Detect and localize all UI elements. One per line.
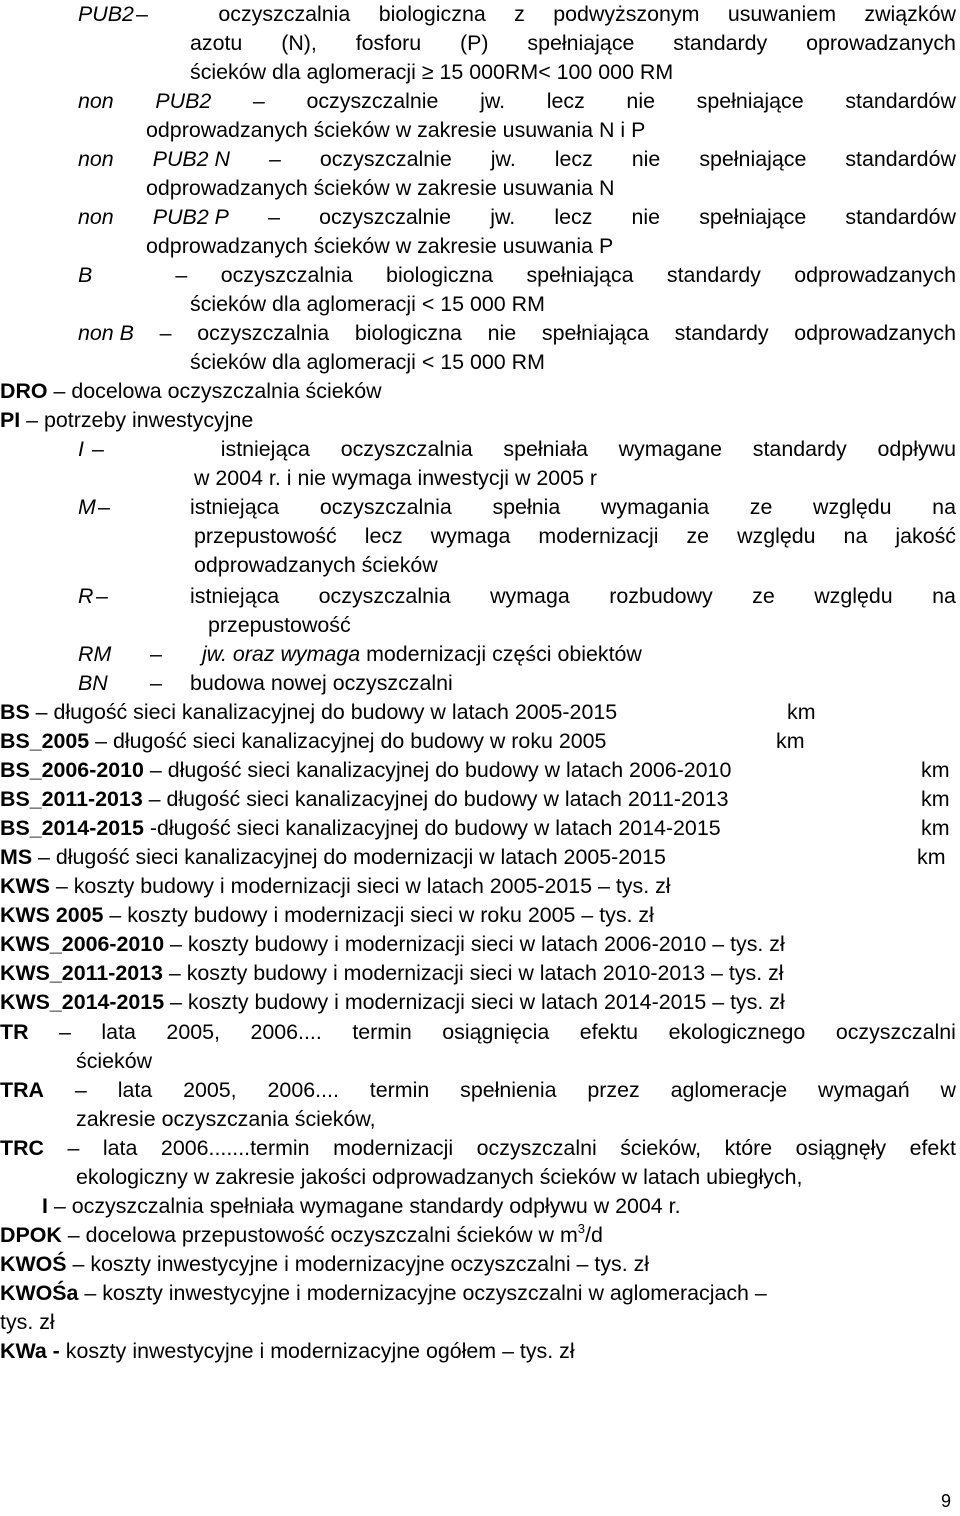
word: efekt <box>909 1136 956 1160</box>
word: oczyszczalnia <box>197 321 330 345</box>
word: PUB2 <box>155 89 212 113</box>
word: standardów <box>845 205 956 229</box>
def-kwa <box>0 1337 960 1366</box>
word: standardów <box>845 89 956 113</box>
def-m-line-3: odprowadzanych ścieków <box>194 553 438 577</box>
definition: – koszty inwestycyjne i modernizacyjne oczyszczalni w aglomeracjach – <box>78 1281 767 1305</box>
def-tr-line-2: ścieków <box>76 1049 153 1073</box>
unit: km <box>921 816 950 840</box>
term-dpok: DPOK <box>0 1223 62 1247</box>
term-r: R <box>78 584 94 608</box>
word: nie <box>626 89 655 113</box>
word: efektu <box>579 1020 639 1044</box>
word: fosforu <box>355 31 422 55</box>
dash: – <box>268 147 281 171</box>
def-kws-2005 <box>0 901 960 930</box>
definition: – długość sieci kanalizacyjnej do budowy w latach 2006-2010 <box>143 758 732 782</box>
word: standardy <box>666 263 761 287</box>
word: oczyszczalnia <box>220 263 353 287</box>
word: standardów <box>845 147 956 171</box>
definition: – koszty budowy i modernizacji sieci w latach 2010-2013 – tys. zł <box>162 961 784 985</box>
dash: – <box>98 495 110 519</box>
word: w <box>940 1078 956 1102</box>
word: spełniające <box>527 31 635 55</box>
word: oczyszczalni <box>476 1136 597 1160</box>
word: biologiczna <box>354 321 462 345</box>
def-kws-2014-2015 <box>0 988 960 1017</box>
word: termin <box>369 1078 430 1102</box>
word: lata <box>101 1020 136 1044</box>
definition: – długość sieci kanalizacyjnej do modernizacji w latach 2005-2015 <box>32 845 666 869</box>
word: jw. <box>480 89 506 113</box>
def-kws-2011-2013 <box>0 959 960 988</box>
def-bs-2006-2010 <box>0 756 960 785</box>
word: standardy <box>673 31 768 55</box>
word: spełnienia <box>460 1078 557 1102</box>
unit: km <box>776 729 805 753</box>
definition: – długość sieci kanalizacyjnej do budowy w latach 2005-2015 <box>29 700 618 724</box>
def-b-line-2: ścieków dla aglomeracji < 15 000 RM <box>190 292 545 316</box>
dash: – <box>175 263 188 287</box>
word: odprowadzanych <box>794 263 956 287</box>
word: przez <box>587 1078 640 1102</box>
def-non-pub2-line-2: odprowadzanych ścieków w zakresie usuwania N i P <box>146 118 646 142</box>
unit: km <box>917 845 946 869</box>
word: lata <box>117 1078 153 1102</box>
word: standardy <box>752 437 847 461</box>
def-bs-2014-2015 <box>0 814 960 843</box>
term-kws-2005: KWS 2005 <box>0 903 104 927</box>
dash: – <box>159 321 172 345</box>
unit: km <box>921 787 950 811</box>
term-bs-2005: BS_2005 <box>0 729 90 753</box>
def-rm <box>78 640 960 669</box>
word: nie <box>487 321 517 345</box>
term-kws-2006-2010: KWS_2006-2010 <box>0 932 165 956</box>
term-kws: KWS <box>0 874 50 898</box>
def-kwosa-line-2: tys. zł <box>0 1310 55 1334</box>
word: względu <box>813 495 892 519</box>
italic-part: jw. oraz wymaga <box>202 642 361 666</box>
term-bn: BN <box>78 671 108 695</box>
word: non <box>78 147 114 171</box>
word: spełniające <box>699 147 807 171</box>
word: 2006.......termin <box>160 1136 310 1160</box>
word: spełnia <box>492 495 561 519</box>
word: aglomeracje <box>670 1078 788 1102</box>
def-kws <box>0 872 960 901</box>
word: termin <box>352 1020 412 1044</box>
term-dro: DRO <box>0 379 48 403</box>
term-kwosa: KWOŚa <box>0 1281 79 1305</box>
word: ekologicznego <box>668 1020 806 1044</box>
word: PUB2 N <box>152 147 230 171</box>
word: spełniająca <box>541 321 649 345</box>
dash: – <box>268 205 280 229</box>
def-pub2-line-2 <box>190 29 956 58</box>
word: biologiczna <box>386 263 494 287</box>
word: spełniające <box>696 89 804 113</box>
definition: – długość sieci kanalizacyjnej do budowy w roku 2005 <box>89 729 607 753</box>
def-kwos <box>0 1250 960 1279</box>
def-bs <box>0 698 960 727</box>
dash: – <box>150 642 162 666</box>
def-trc-line-1 <box>0 1134 956 1163</box>
word: wymaga <box>430 524 511 548</box>
term-kwos: KWOŚ <box>0 1252 67 1276</box>
word: oczyszczalnie <box>306 89 439 113</box>
word: wymagane <box>618 437 723 461</box>
def-bs-2011-2013 <box>0 785 960 814</box>
def-kwosa-line-1 <box>0 1279 960 1308</box>
word: oprowadzanych <box>806 31 956 55</box>
word: 2005, <box>166 1020 220 1044</box>
definition: budowa nowej oczyszczalni <box>190 671 453 695</box>
word: lecz <box>364 524 403 548</box>
word: biologiczna <box>378 2 486 26</box>
dash: – <box>136 2 148 26</box>
definition-unit: /d <box>585 1223 603 1247</box>
word: oczyszczalnie <box>319 205 452 229</box>
word: względu <box>737 524 816 548</box>
definition: – długość sieci kanalizacyjnej do budowy w latach 2011-2013 <box>142 787 729 811</box>
word: które <box>724 1136 773 1160</box>
word: oczyszczalnie <box>319 147 452 171</box>
def-m-line-1 <box>190 493 956 522</box>
def-pub2-line-3: ścieków dla aglomeracji ≥ 15 000RM< 100 000 RM <box>190 60 674 84</box>
def-pub2-line-1 <box>78 0 956 29</box>
word: odprowadzanych <box>794 321 956 345</box>
word: jw. <box>490 147 516 171</box>
unit: km <box>787 700 816 724</box>
definition: – koszty budowy i modernizacji sieci w latach 2014-2015 – tys. zł <box>164 990 785 1014</box>
term-ms: MS <box>0 845 33 869</box>
term-b: B <box>78 263 93 287</box>
word: na <box>843 524 868 548</box>
definition: -długość sieci kanalizacyjnej do budowy w latach 2014-2015 <box>143 816 721 840</box>
word: osiągnięcia <box>442 1020 550 1044</box>
def-non-pub2p-line-1 <box>78 203 956 232</box>
term-tra: TRA <box>0 1078 44 1102</box>
word: lecz <box>554 147 593 171</box>
term-non-b: non B <box>78 321 134 345</box>
def-pi <box>0 406 960 435</box>
definition: – koszty budowy i modernizacji sieci w roku 2005 – tys. zł <box>103 903 654 927</box>
term-bs-2006-2010: BS_2006-2010 <box>0 758 144 782</box>
word: lecz <box>554 205 593 229</box>
definition: – docelowa oczyszczalnia ścieków <box>47 379 382 403</box>
dash: – <box>59 1020 71 1044</box>
word: azotu <box>190 31 243 55</box>
word: jakość <box>895 524 956 548</box>
word: wymagania <box>600 495 710 519</box>
term-m: M <box>78 495 96 519</box>
word: modernizacji <box>333 1136 454 1160</box>
def-bs-2005 <box>0 727 960 756</box>
word: względu <box>814 584 893 608</box>
definition: – potrzeby inwestycyjne <box>20 408 254 432</box>
word: spełniała <box>503 437 588 461</box>
dash: – <box>96 584 108 608</box>
def-tra-line-1 <box>0 1076 956 1105</box>
dash: – <box>150 671 162 695</box>
def-non-b-line-2: ścieków dla aglomeracji < 15 000 RM <box>190 350 545 374</box>
dash: – <box>252 89 265 113</box>
word: 2006.... <box>250 1020 322 1044</box>
word: istniejąca <box>190 584 280 608</box>
word: lata <box>102 1136 138 1160</box>
word: ścieków, <box>620 1136 702 1160</box>
word: istniejąca <box>190 495 280 519</box>
word: wymagań <box>818 1078 910 1102</box>
term-kwa: KWa - <box>0 1339 60 1363</box>
term-pub2: PUB2 <box>78 2 134 26</box>
superscript: 3 <box>577 1221 586 1236</box>
word: PUB2 P <box>152 205 229 229</box>
word: oczyszczalnia <box>319 495 452 519</box>
word: ze <box>749 495 773 519</box>
word: non <box>78 89 114 113</box>
word: na <box>932 584 956 608</box>
text-part: modernizacji części obiektów <box>360 642 642 666</box>
definition: – koszty inwestycyjne i modernizacyjne oczyszczalni – tys. zł <box>66 1252 650 1276</box>
word: oczyszczalnia <box>318 584 451 608</box>
word: na <box>932 495 956 519</box>
def-non-pub2-line-1 <box>78 87 956 116</box>
def-non-pub2n-line-1 <box>78 145 956 174</box>
dash: – <box>74 1078 87 1102</box>
term-tr: TR <box>0 1020 29 1044</box>
word: usuwaniem <box>727 2 837 26</box>
term-rm: RM <box>78 642 112 666</box>
term-i-bold: I <box>42 1194 48 1218</box>
def-i-line-2: w 2004 r. i nie wymaga inwestycji w 2005 r <box>194 466 598 490</box>
word: ze <box>686 524 710 548</box>
dash: – <box>92 437 104 461</box>
word: (P) <box>460 31 489 55</box>
word: 2005, <box>183 1078 237 1102</box>
word: podwyższonym <box>553 2 700 26</box>
definition: – oczyszczalnia spełniała wymagane standardy odpływu w 2004 r. <box>47 1194 681 1218</box>
definition <box>202 640 642 669</box>
word: związków <box>864 2 956 26</box>
word: standardy <box>674 321 769 345</box>
def-r-line-2: przepustowość <box>208 613 351 637</box>
term-trc: TRC <box>0 1136 44 1160</box>
word: rozbudowy <box>609 584 713 608</box>
def-non-pub2p-line-2: odprowadzanych ścieków w zakresie usuwania P <box>146 234 614 258</box>
term-bs: BS <box>0 700 30 724</box>
def-ms <box>0 843 960 872</box>
def-non-b-line-1 <box>78 319 956 348</box>
definition: – koszty budowy i modernizacji sieci w latach 2005-2015 – tys. zł <box>49 874 671 898</box>
word: istniejąca <box>220 437 310 461</box>
term-i-label: I <box>78 437 84 461</box>
def-dro <box>0 377 960 406</box>
word: oczyszczalnia <box>340 437 473 461</box>
word: (N), <box>281 31 317 55</box>
def-dpok <box>0 1221 960 1250</box>
term-kws-2011-2013: KWS_2011-2013 <box>0 961 163 985</box>
def-i-line-1 <box>78 435 956 464</box>
definition: – docelowa przepustowość oczyszczalni ścieków w m <box>61 1223 578 1247</box>
def-tra-line-2: zakresie oczyszczania ścieków, <box>76 1107 376 1131</box>
def-m-line-2 <box>194 522 956 551</box>
word: oczyszczalnia <box>218 2 351 26</box>
page-number: 9 <box>941 1491 952 1511</box>
word: jw. <box>490 205 516 229</box>
def-kws-2006-2010 <box>0 930 960 959</box>
def-r-line-1 <box>190 582 956 611</box>
word: osiągnęły <box>795 1136 887 1160</box>
word: spełniająca <box>526 263 634 287</box>
def-non-pub2n-line-2: odprowadzanych ścieków w zakresie usuwania N <box>146 176 615 200</box>
word: nie <box>631 205 661 229</box>
dash: – <box>67 1136 80 1160</box>
term-bs-2011-2013: BS_2011-2013 <box>0 787 143 811</box>
def-trc-line-2: ekologiczny w zakresie jakości odprowadzanych ścieków w latach ubiegłych, <box>76 1165 803 1189</box>
word: 2006.... <box>267 1078 339 1102</box>
word: oczyszczalni <box>835 1020 956 1044</box>
unit: km <box>921 758 950 782</box>
def-bn <box>78 669 960 698</box>
word: odpływu <box>877 437 956 461</box>
word: przepustowość <box>194 524 337 548</box>
def-b-line-1 <box>78 261 956 290</box>
term-kws-2014-2015: KWS_2014-2015 <box>0 990 165 1014</box>
word: z <box>514 2 525 26</box>
word: non <box>78 205 114 229</box>
word: ze <box>752 584 775 608</box>
def-tr-line-1 <box>0 1018 956 1047</box>
definition: – koszty budowy i modernizacji sieci w latach 2006-2010 – tys. zł <box>164 932 785 956</box>
term-pi: PI <box>0 408 21 432</box>
term-bs-2014-2015: BS_2014-2015 <box>0 816 144 840</box>
word: spełniające <box>699 205 807 229</box>
definition: koszty inwestycyjne i modernizacyjne ogółem – tys. zł <box>59 1339 575 1363</box>
word: modernizacji <box>538 524 659 548</box>
def-i-bold <box>42 1192 960 1221</box>
word: wymaga <box>490 584 570 608</box>
word: lecz <box>546 89 585 113</box>
word: nie <box>631 147 661 171</box>
